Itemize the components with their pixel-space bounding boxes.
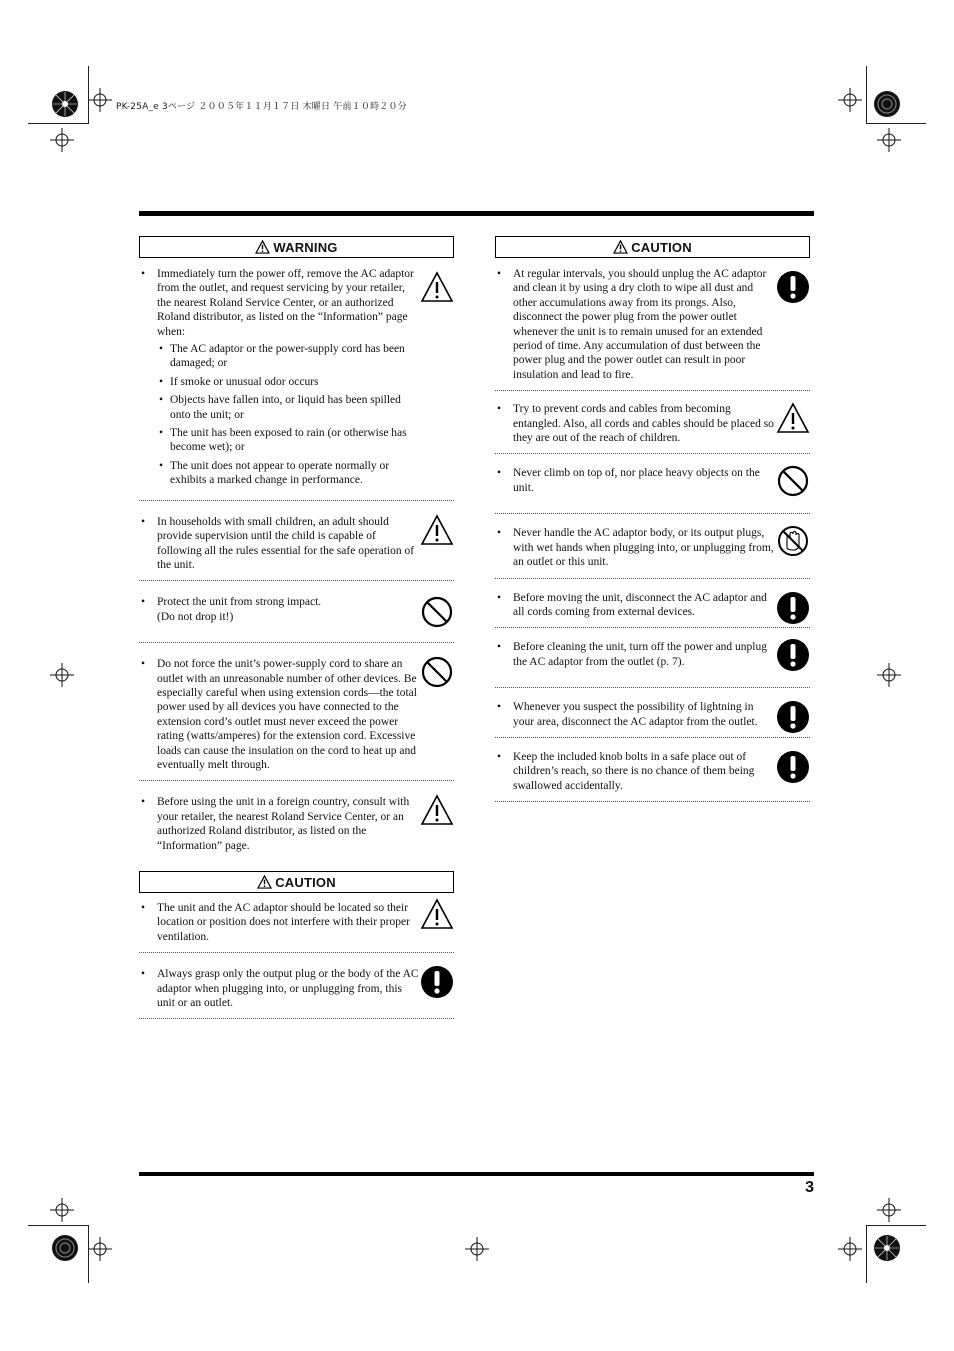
- warning-triangle-icon: [776, 401, 810, 435]
- warning-triangle-icon: [420, 270, 454, 304]
- warning-triangle-icon: [420, 897, 454, 931]
- crosshair-mark-icon: [877, 663, 901, 687]
- list-item: • Always grasp only the output plug or the body of the AC adaptor when plugging into, or unplugging from, this unit or an outlet.: [139, 953, 454, 1019]
- warning-triangle-icon: [257, 875, 272, 889]
- crosshair-mark-icon: [877, 1198, 901, 1222]
- caution-title: CAUTION: [631, 239, 692, 255]
- page-number: 3: [805, 1179, 814, 1196]
- item-text: Whenever you suspect the possibility of lightning in your area, disconnect the AC adaptor from the outlet.: [513, 701, 758, 728]
- item-text: Before moving the unit, disconnect the AC adaptor and all cords coming from external devices.: [513, 591, 767, 618]
- mandatory-action-icon: [776, 638, 810, 672]
- crop-line: [28, 1225, 88, 1226]
- item-text: The unit and the AC adaptor should be located so their location or position does not interfere with their proper ventilation.: [157, 902, 410, 943]
- prohibited-icon: [420, 595, 454, 629]
- list-item: • Never climb on top of, nor place heavy objects on the unit.: [495, 454, 810, 514]
- crop-line: [866, 66, 867, 124]
- list-item: • At regular intervals, you should unplug the AC adaptor and clean it by using a dry cloth to wipe all dust and other accumulations away from its prongs. Also, disconnect the power plug from the power outlet whenever the unit is to remain unused for an extended period of time. Any accumulation of dust between the power plug and the power outlet can result in poor insulation and lead to fire.: [495, 258, 810, 391]
- list-item: • Never handle the AC adaptor body, or its output plugs, with wet hands when plugging into, or unplugging from, an outlet or this unit.: [495, 514, 810, 578]
- crop-line: [866, 1225, 926, 1226]
- item-text: Before cleaning the unit, turn off the power and unplug the AC adaptor from the outlet (p. 7).: [513, 641, 767, 668]
- sub-list: [157, 342, 419, 488]
- prohibited-icon: [420, 655, 454, 689]
- sub-list-item: • The unit does not appear to operate normally or exhibits a marked change in performance.: [157, 459, 419, 488]
- registration-mark-icon: [50, 1233, 80, 1263]
- sub-list-item: • The unit has been exposed to rain (or otherwise has become wet); or: [157, 426, 419, 455]
- list-item: • Before moving the unit, disconnect the AC adaptor and all cords coming from external devices.: [495, 579, 810, 629]
- prohibited-icon: [776, 464, 810, 498]
- registration-mark-icon: [872, 89, 902, 119]
- warning-triangle-icon: [255, 240, 270, 254]
- crop-line: [88, 66, 89, 124]
- mandatory-action-icon: [776, 270, 810, 304]
- warning-triangle-icon: [613, 240, 628, 254]
- crosshair-mark-icon: [88, 88, 112, 112]
- crosshair-mark-icon: [50, 128, 74, 152]
- caution-header: [495, 236, 810, 258]
- list-item: • Try to prevent cords and cables from becoming entangled. Also, all cords and cables should be placed so they are out of the reach of children.: [495, 391, 810, 454]
- sub-list-item: • The AC adaptor or the power-supply cord has been damaged; or: [157, 342, 419, 371]
- list-item: • Protect the unit from strong impact. (Do not drop it!): [139, 581, 454, 643]
- item-text: Before using the unit in a foreign country, consult with your retailer, the nearest Roland Service Center, or an authorized Roland distributor, as listed on the “Information” page.: [157, 796, 410, 852]
- warning-triangle-icon: [420, 793, 454, 827]
- item-text: At regular intervals, you should unplug the AC adaptor and clean it by using a dry cloth to wipe all dust and other accumulations away from its prongs. Also, disconnect the power plug from the power outlet whenever the unit is to remain unused for an extended period of time. Any accumulation of dust between the power plug and the power outlet can result in poor insulation and lead to fire.: [513, 268, 767, 381]
- list-item: • Before using the unit in a foreign country, consult with your retailer, the nearest Roland Service Center, or an authorized Roland distributor, as listed on the “Information” page.: [139, 781, 454, 861]
- list-item: • In households with small children, an adult should provide supervision until the child is capable of following all the rules essential for the safe operation of the unit.: [139, 501, 454, 582]
- crop-line: [88, 1225, 89, 1283]
- crosshair-mark-icon: [465, 1237, 489, 1261]
- item-text: Never climb on top of, nor place heavy objects on the unit.: [513, 467, 760, 494]
- caution-title: CAUTION: [275, 874, 336, 890]
- item-text: (Do not drop it!): [157, 610, 234, 623]
- no-wet-hands-icon: [776, 524, 810, 558]
- list-item: • Immediately turn the power off, remove the AC adaptor from the outlet, and request servicing by your retailer, the nearest Roland Service Center, or an authorized Roland distributor, as listed on the “Information” page when: • The AC adaptor or the power-supply cord has been damaged; or • If smoke or unusual odor occurs • Objects have fallen into, or liquid has been spilled onto the unit; or • The unit has been exposed to rain (or otherwise has become wet); or • The unit does not appear to operate normally or exhibits a marked change in performance.: [139, 258, 454, 501]
- list-item: • The unit and the AC adaptor should be located so their location or position does not interfere with their proper ventilation.: [139, 893, 454, 953]
- mandatory-action-icon: [776, 700, 810, 734]
- bottom-rule: [139, 1172, 814, 1176]
- crosshair-mark-icon: [50, 663, 74, 687]
- item-text: Protect the unit from strong impact.: [157, 596, 322, 609]
- item-text: Keep the included knob bolts in a safe place out of children’s reach, so there is no chance of them being swallowed accidentally.: [513, 750, 755, 792]
- item-text: Always grasp only the output plug or the body of the AC adaptor when plugging into, or unplugging from, this unit or an outlet.: [157, 968, 419, 1010]
- mandatory-action-icon: [776, 750, 810, 784]
- top-rule: [139, 211, 814, 216]
- sub-list-item: • If smoke or unusual odor occurs: [157, 375, 419, 389]
- crop-line: [28, 123, 88, 124]
- warning-title: WARNING: [273, 239, 338, 255]
- list-item: • Do not force the unit’s power-supply cord to share an outlet with an unreasonable number of other devices. Be especially careful when using extension cords—the total power used by all devices you have connected to the extension cord’s outlet must never exceed the power rating (watts/amperes) for the extension cord. Excessive loads can cause the insulation on the cord to heat up and eventually melt through.: [139, 643, 454, 781]
- sub-list-item: • Objects have fallen into, or liquid has been spilled onto the unit; or: [157, 393, 419, 422]
- crosshair-mark-icon: [88, 1237, 112, 1261]
- item-text: Do not force the unit’s power-supply cord to share an outlet with an unreasonable number of other devices. Be especially careful when using extension cords—the total power used by all devices you have connected to the extension cord’s outlet must never exceed the power rating (watts/amperes) for the extension cord. Excessive loads can cause the insulation on the cord to heat up and eventually melt through.: [157, 658, 417, 771]
- item-text: Try to prevent cords and cables from becoming entangled. Also, all cords and cables should be placed so they are out of the reach of children.: [513, 403, 774, 445]
- item-text: Immediately turn the power off, remove the AC adaptor from the outlet, and request servicing by your retailer, the nearest Roland Service Center, or an authorized Roland distributor, as listed on the “Information” page when:: [157, 268, 414, 338]
- mandatory-action-icon: [776, 591, 810, 625]
- list-item: • Before cleaning the unit, turn off the power and unplug the AC adaptor from the outlet (p. 7).: [495, 628, 810, 688]
- print-header: PK-25A_e 3ページ ２００５年１１月１７日 木曜日 午前１０時２０分: [116, 102, 407, 112]
- crosshair-mark-icon: [838, 88, 862, 112]
- crosshair-mark-icon: [50, 1198, 74, 1222]
- registration-mark-icon: [872, 1233, 902, 1263]
- list-item: • Whenever you suspect the possibility of lightning in your area, disconnect the AC adaptor from the outlet.: [495, 688, 810, 738]
- mandatory-action-icon: [420, 965, 454, 999]
- warning-header: [139, 236, 454, 258]
- list-item: • Keep the included knob bolts in a safe place out of children’s reach, so there is no chance of them being swallowed accidentally.: [495, 738, 810, 802]
- item-text: Never handle the AC adaptor body, or its output plugs, with wet hands when plugging into, or unplugging from, an outlet or this unit.: [513, 527, 774, 569]
- left-column: [139, 236, 454, 1019]
- crosshair-mark-icon: [877, 128, 901, 152]
- warning-triangle-icon: [420, 513, 454, 547]
- crosshair-mark-icon: [838, 1237, 862, 1261]
- crop-line: [866, 123, 926, 124]
- crop-line: [866, 1225, 867, 1283]
- caution-header: [139, 871, 454, 893]
- registration-mark-icon: [50, 89, 80, 119]
- item-text: In households with small children, an adult should provide supervision until the child is capable of following all the rules essential for the safe operation of the unit.: [157, 515, 415, 571]
- right-column: [495, 236, 810, 802]
